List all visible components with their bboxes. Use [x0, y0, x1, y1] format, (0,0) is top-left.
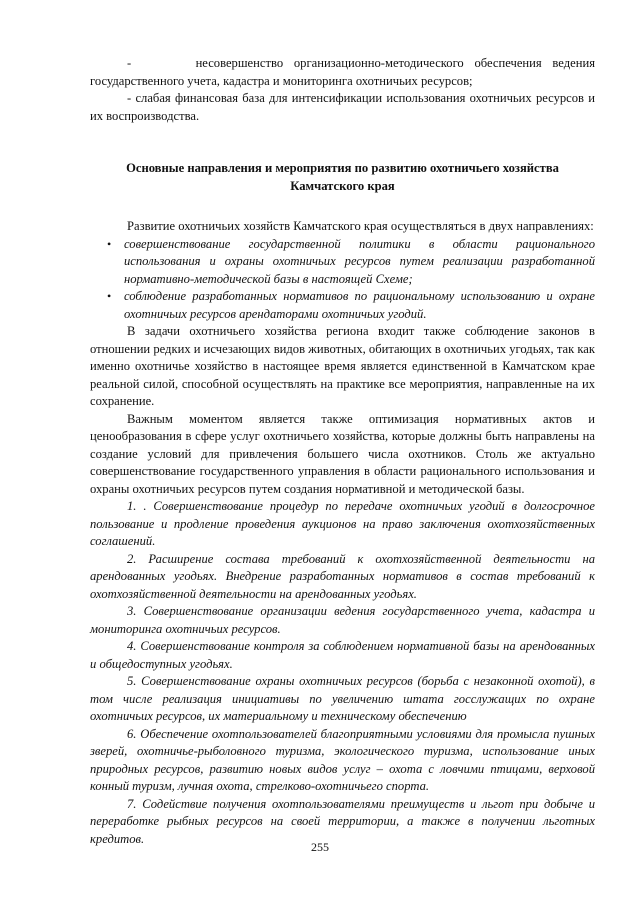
measure-item-5: 5. Совершенствование охраны охотничьих ресурсов (борьба с незаконной охотой), в том числе реализация инициативы по увеличению штата госслужащих по охране охотничьих ресурсов, их материальному и техническому обеспечению — [90, 674, 595, 723]
document-page — [90, 55, 595, 848]
direction-item-text: соблюдение разработанных нормативов по рациональному использованию и охране охотничьих ресурсов арендаторами охотничьих угодий. — [124, 289, 595, 321]
measure-item-4: 4. Совершенствование контроля за соблюдением нормативной базы на арендованных и общедоступных угодьях. — [90, 639, 595, 671]
paragraph-optimization: Важным моментом является также оптимизация нормативных актов и ценообразования в сфере услуг охотничьего хозяйства, которые должны быть направлены на создание условий для привлечения большего числа охотников. Столь же актуально совершенствование государственного управления в области рационального использования и охраны охотничьих ресурсов путем создания нормативной и методической базы. — [90, 411, 595, 496]
bullet-icon: • — [107, 236, 112, 251]
direction-item-text: совершенствование государственной политики в области рационального использования и охраны охотничьих ресурсов путем реализации разработанной нормативно-методической базы в настоящей Схеме; — [124, 236, 595, 286]
direction-item-1 — [90, 236, 595, 289]
section-heading-line-2: Камчатского края — [290, 179, 395, 193]
section-heading-line-1: Основные направления и мероприятия по развитию охотничьего хозяйства — [126, 161, 559, 175]
intro-item-1: - несовершенство организационно-методического обеспечения ведения государственного учета, кадастра и мониторинга охотничьих ресурсов; — [90, 56, 595, 88]
measure-item-3: 3. Совершенствование организации ведения государственного учета, кадастра и мониторинга охотничьих ресурсов. — [90, 604, 595, 636]
direction-item-2 — [90, 288, 595, 323]
page-number: 255 — [311, 840, 329, 854]
measure-item-2: 2. Расширение состава требований к охотхозяйственной деятельности на арендованных угодьях. Внедрение разработанных нормативов в состав требований к охотхозяйственной деятельности на арендованных угодьях. — [90, 551, 595, 601]
intro-item-2: - слабая финансовая база для интенсификации использования охотничьих ресурсов и их воспроизводства. — [90, 91, 595, 123]
paragraph-directions: Развитие охотничьих хозяйств Камчатского края осуществляться в двух направлениях: — [127, 219, 594, 233]
measure-item-7: 7. Содействие получения охотпользователями преимуществ и льгот при добыче и переработке рыбных ресурсов на своей территории, а также в получении льготных кредитов. — [90, 796, 595, 846]
bullet-icon: • — [107, 289, 112, 303]
directions-list — [90, 236, 595, 324]
paragraph-tasks: В задачи охотничьего хозяйства региона входит также соблюдение законов в отношении редких и исчезающих видов животных, обитающих в охотничьих угодьях, так как именно охотничье хозяйство в настоящее время является единственной в Камчатском крае реальной силой, способной осуществлять на практике все мероприятия, направленные на их сохранение. — [90, 324, 595, 408]
measure-item-6: 6. Обеспечение охотпользователей благоприятными условиями для промысла пушных зверей, охотничье-рыболовного туризма, экологического туризма, использование иных природных ресурсов, развитию новых видов услуг – охота с ловчими птицами, верховой конный туризм, лучная охота, стрелково-охотничьего спорта. — [90, 726, 595, 793]
measure-item-1: 1. . Совершенствование процедур по передаче охотничьих угодий в долгосрочное пользование и продление проведения аукционов на право заключения охотхозяйственных соглашений. — [90, 499, 595, 548]
section-heading — [90, 159, 595, 195]
